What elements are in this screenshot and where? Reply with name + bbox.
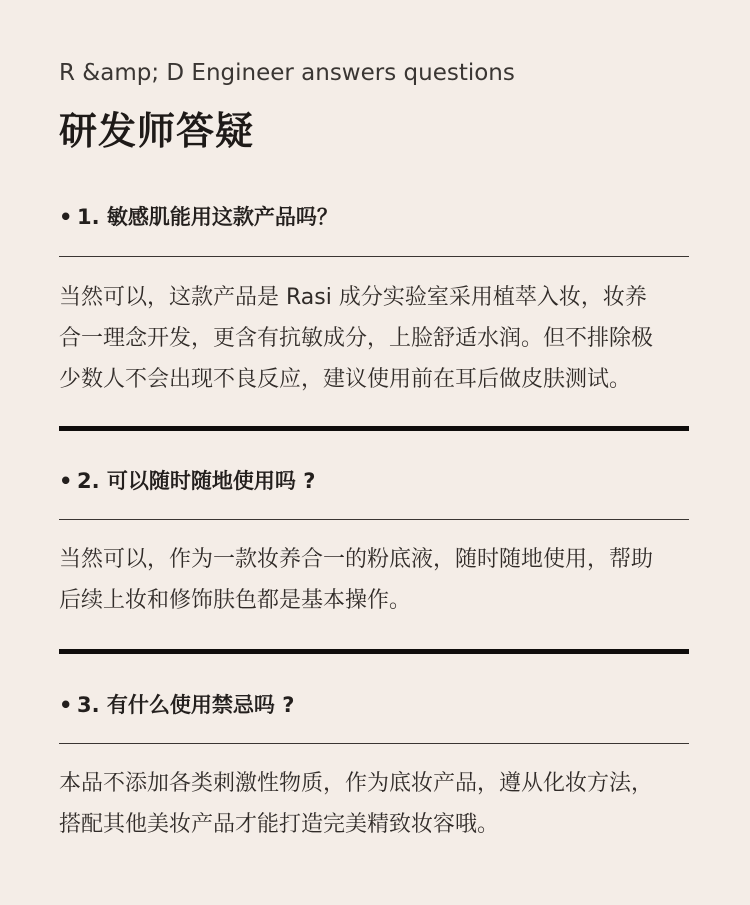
answer-line: 少数人不会出现不良反应，建议使用前在耳后做皮肤测试。 — [59, 367, 632, 392]
divider — [59, 519, 689, 520]
faq-answer-1 — [59, 277, 691, 400]
faq-question-text: 1. 敏感肌能用这款产品吗？ — [77, 205, 338, 229]
answer-line: 后续上妆和修饰肤色都是基本操作。 — [59, 588, 412, 613]
faq-question-2 — [59, 465, 689, 495]
divider — [59, 256, 689, 257]
bullet-icon: • — [59, 693, 73, 717]
page-title: 研发师答疑 — [59, 109, 255, 153]
bullet-icon: • — [59, 469, 73, 493]
section-separator — [59, 649, 689, 654]
answer-line: 本品不添加各类刺激性物质，作为底妆产品，遵从化妆方法， — [59, 771, 654, 796]
header-subtitle: R &amp; D Engineer answers questions — [59, 60, 515, 86]
faq-question-3 — [59, 689, 689, 719]
answer-line: 合一理念开发，更含有抗敏成分，上脸舒适水润。但不排除极 — [59, 326, 654, 351]
section-separator — [59, 426, 689, 431]
divider — [59, 743, 689, 744]
faq-answer-2 — [59, 539, 691, 621]
bullet-icon: • — [59, 205, 73, 229]
answer-line: 搭配其他美妆产品才能打造完美精致妆容哦。 — [59, 812, 500, 837]
faq-question-1 — [59, 201, 689, 231]
faq-question-text: 2. 可以随时随地使用吗 ? — [77, 469, 316, 493]
answer-line: 当然可以，这款产品是 Rasi 成分实验室采用植萃入妆，妆养 — [59, 285, 647, 310]
answer-line: 当然可以，作为一款妆养合一的粉底液，随时随地使用，帮助 — [59, 547, 654, 572]
faq-question-text: 3. 有什么使用禁忌吗 ? — [77, 693, 295, 717]
faq-answer-3 — [59, 763, 691, 845]
